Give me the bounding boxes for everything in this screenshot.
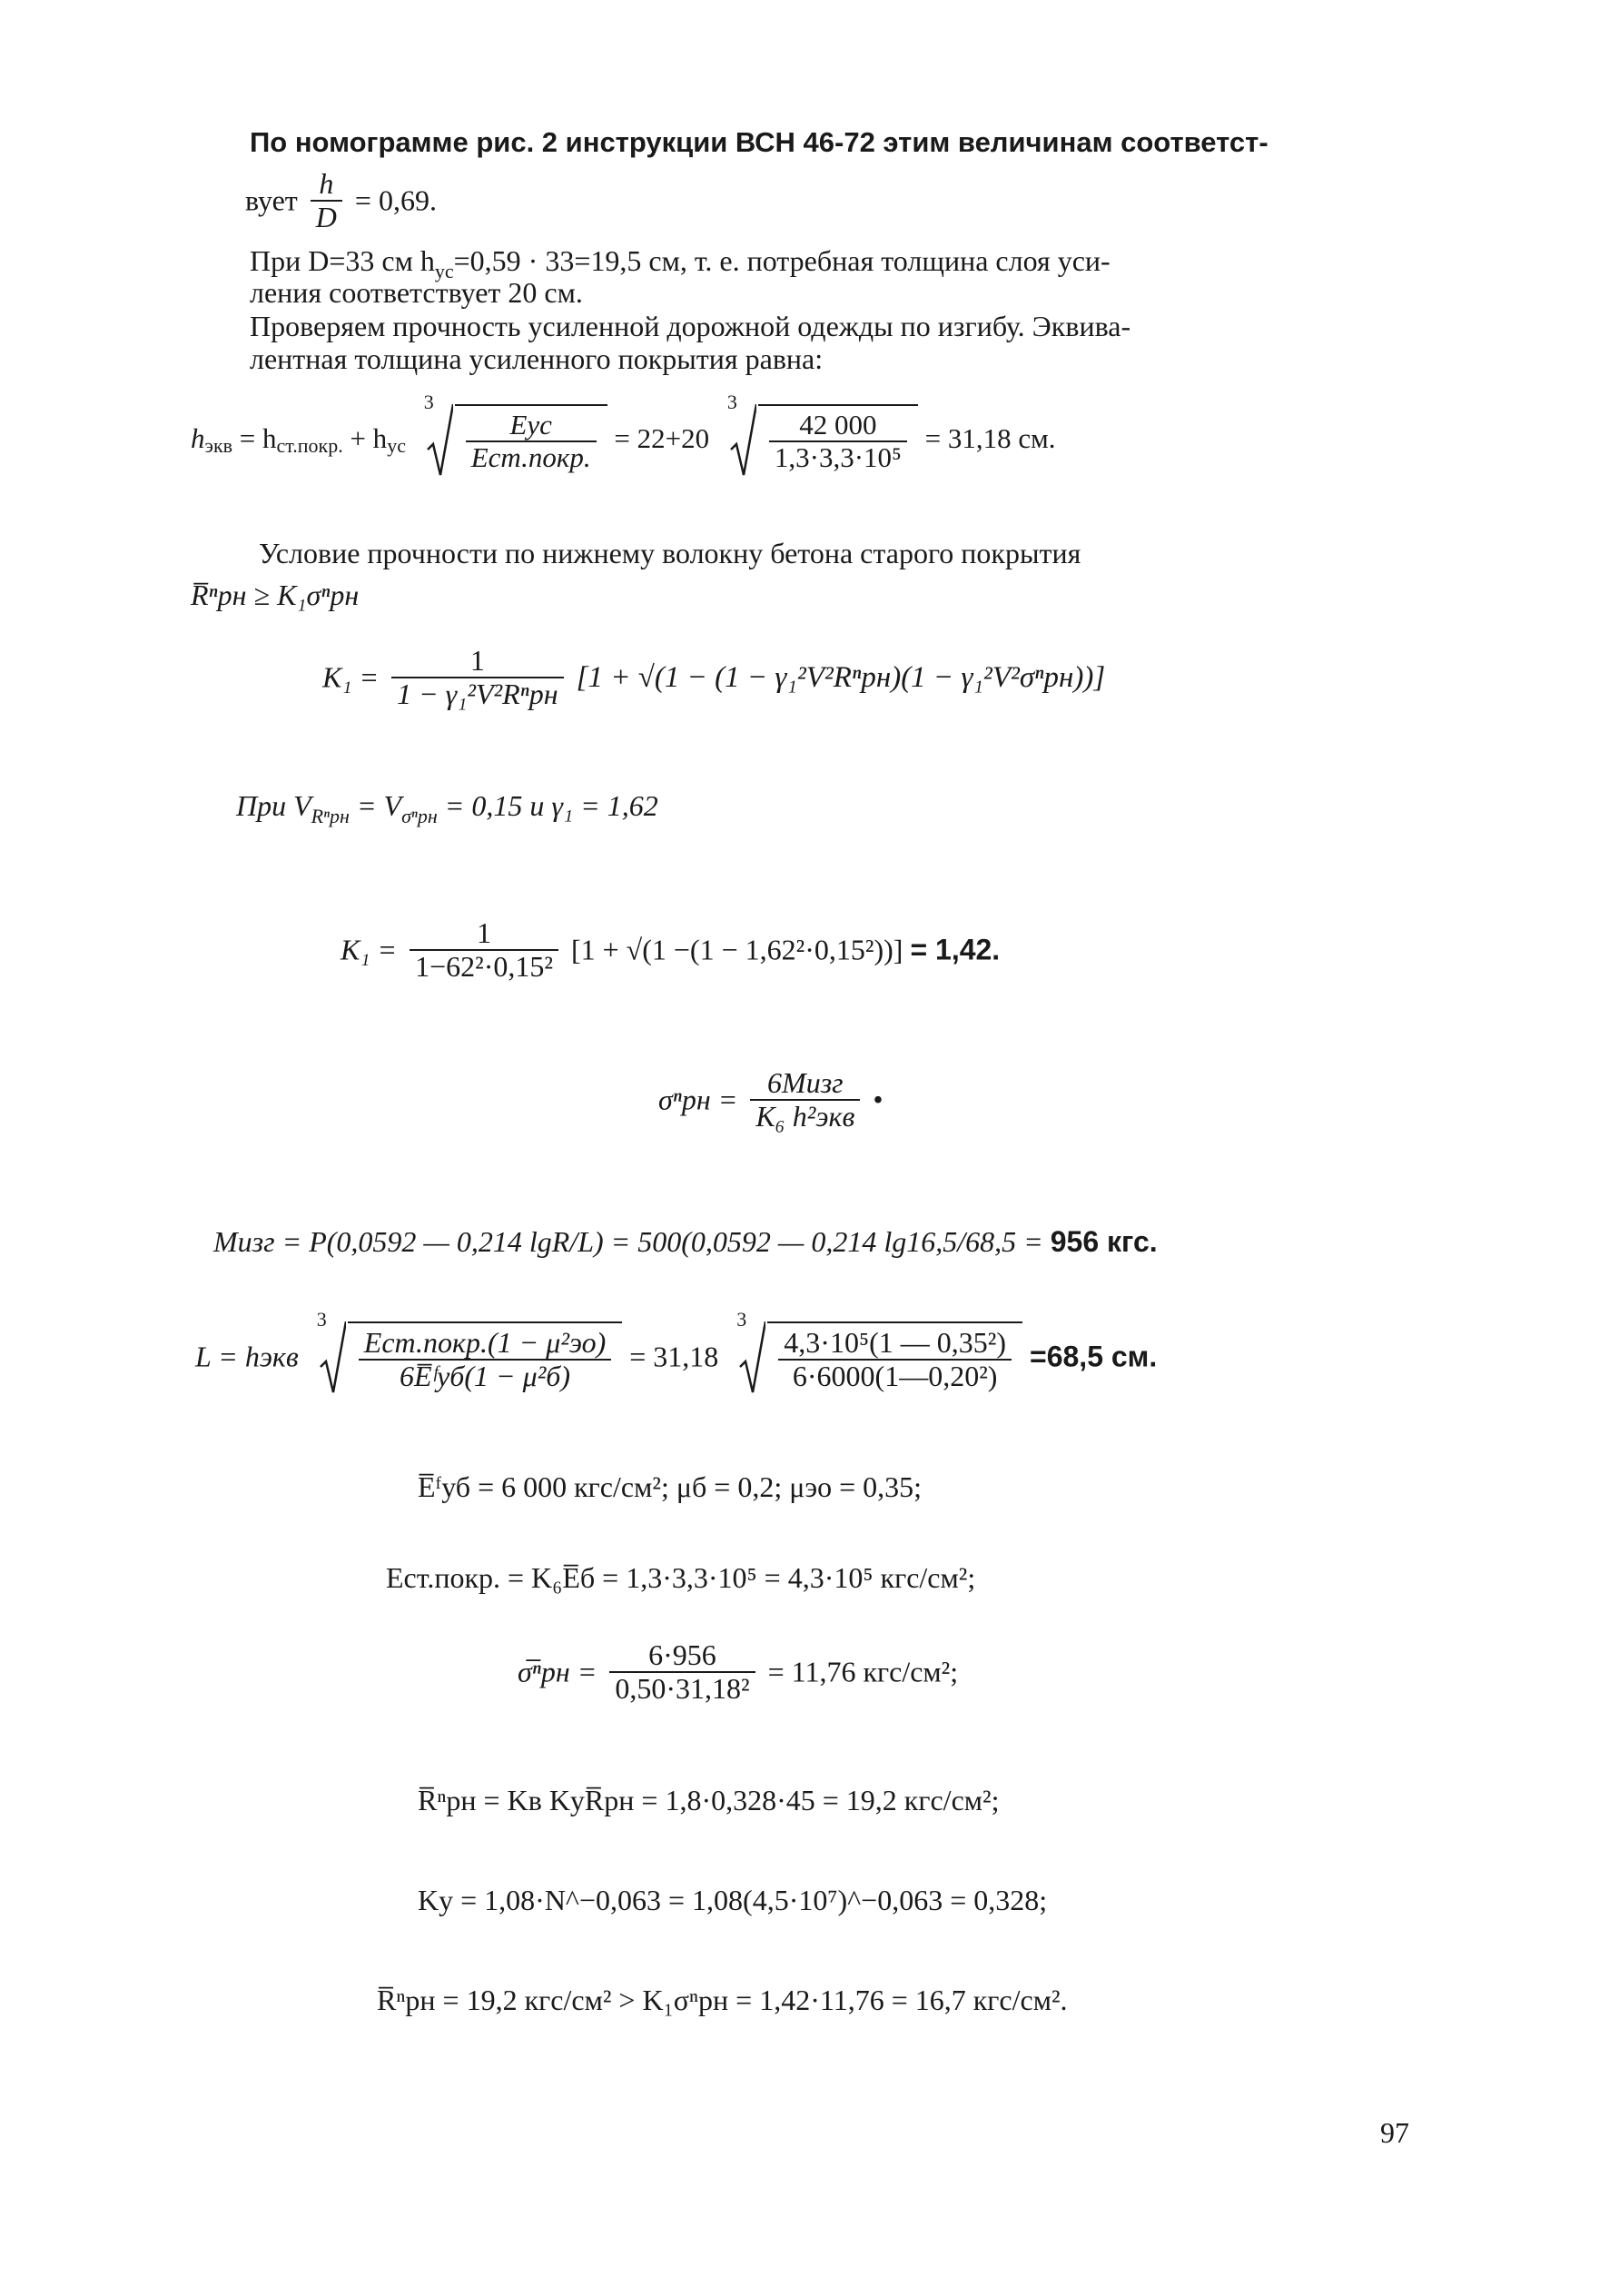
frac-k1 <box>391 645 564 710</box>
formula-sigma: σⁿрн = $\frac{\text{6Mизг}}{\text{K₆ h²экв}}$ • <box>658 1066 884 1133</box>
frac-sigma-num: 6Mизг <box>767 1066 844 1099</box>
frac-k1-calc-den: 1−62²·0,15² <box>410 949 558 983</box>
frac-sigma <box>750 1067 860 1133</box>
formula-m <box>213 1226 1158 1258</box>
ky-line: Kу = 1,08·N^−0,063 = 1,08(4,5·10⁷)^−0,063 = 0,328; <box>418 1884 1048 1916</box>
frac-42000-den: 1,3·3,3·10⁵ <box>769 440 907 473</box>
p2-sub: ус <box>434 260 454 282</box>
para-d33-line2 <box>250 277 583 309</box>
frac-l2-num: 4,3·10⁵(1 — 0,35²) <box>784 1326 1007 1359</box>
p5-rest: = 0,15 и γ₁ = 1,62 <box>444 789 658 822</box>
p4-text: Условие прочности по нижнему волокну бетона старого покрытия <box>259 537 1081 569</box>
frac-k1-calc-num: 1 <box>477 916 491 949</box>
root-index: 3 <box>423 391 434 413</box>
word-vuet: вует <box>245 183 298 217</box>
l-result: =68,5 см. <box>1030 1340 1158 1373</box>
root-cube-2 <box>724 391 918 474</box>
m-line: Mизг = P(0,0592 — 0,214 lgR/L) = 500(0,0592 — 0,214 lg16,5/68,5 = <box>213 1225 1043 1258</box>
frac-k1-den: 1 − γ₁²V²Rⁿрн <box>391 677 564 710</box>
p2-start: При D=33 см h <box>250 244 435 277</box>
sig2-result: = 11,76 кгс/см²; <box>767 1655 959 1688</box>
frac-l1-den: 6E̅ᶠуб(1 − μ²б) <box>359 1359 611 1392</box>
formula-condition <box>191 579 359 611</box>
condition-text: R̅ⁿрн ≥ K₁σⁿрн <box>191 579 360 611</box>
root-index-4: 3 <box>736 1308 747 1331</box>
root-index-3: 3 <box>316 1308 327 1331</box>
h-ekv-sub1: ст.покр. <box>276 434 343 458</box>
est-line: Eст.покр. = K₆E̅б = 1,3·3,3·10⁵ = 4,3·10⁵ кгс/см²; <box>386 1561 976 1594</box>
root-cube-4 <box>733 1308 1022 1393</box>
root-index-2: 3 <box>726 391 737 413</box>
h-ekv-plus: + h <box>350 422 388 455</box>
frac-l2 <box>778 1327 1012 1392</box>
k1-bracket: [1 + √(1 − (1 − γ₁²V²Rⁿрн)(1 − γ₁²V²σⁿрн))] <box>576 661 1106 695</box>
para-check <box>250 311 1130 342</box>
para-given: При $V_{R^nрн} = V_{\sigma^nрн} = 0,15$ и γ₁ = 1,62 <box>236 789 658 827</box>
h-ekv-terms: = h <box>239 422 277 455</box>
formula-h-ekv <box>191 391 1056 474</box>
value-069: = 0,69. <box>354 183 437 217</box>
e-line: E̅ᶠуб = 6 000 кгс/см²; μб = 0,2; μэо = 0,35; <box>418 1470 923 1503</box>
l-mid: = 31,18 <box>629 1340 719 1373</box>
frac-sigma-den: K₆ h²экв <box>750 1099 860 1133</box>
h-ekv-lhs: h <box>191 422 205 455</box>
r-line: R̅ⁿрн = Kв KуR̅рн = 1,8·0,328·45 = 19,2 кгс/см²; <box>418 1784 1000 1816</box>
p3-line2: лентная толщина усиленного покрытия равна: <box>250 342 824 375</box>
p2-rest: =0,59 · 33=19,5 см, т. е. потребная толщина слоя уси- <box>453 244 1111 277</box>
frac-l1-num: Eст.покр.(1 − μ²эо) <box>363 1326 607 1359</box>
frac-k1-num: 1 <box>469 644 485 677</box>
radical-sign-icon <box>319 1321 346 1394</box>
p3-line1: Проверяем прочность усиленной дорожной одежды по изгибу. Эквива- <box>250 310 1131 342</box>
p2-line2: ления соответствует 20 см. <box>250 276 583 309</box>
final-line: R̅ⁿрн = 19,2 кгс/см² > K₁σⁿрн = 1,42·11,76 = 16,7 кгс/см². <box>377 1984 1068 2016</box>
h-ekv-sub2: ус <box>387 434 406 458</box>
sig2-lhs: σ̅ⁿрн = <box>518 1655 597 1688</box>
radical-sign-icon <box>729 404 756 477</box>
formula-k1-calc <box>341 917 1000 983</box>
frac-sig2 <box>609 1639 755 1705</box>
frac-42000 <box>769 410 907 473</box>
k1-calc-bracket: [1 + √(1 −(1 − 1,62²·0,15²))] <box>570 933 903 966</box>
radical-sign-icon <box>738 1321 765 1394</box>
frac-eus-num: Eус <box>509 409 552 440</box>
l-lhs: L = hэкв <box>195 1340 299 1373</box>
sigma-lhs: σⁿрн = <box>658 1083 738 1116</box>
page-number: 97 <box>1380 2116 1409 2149</box>
frac-eus <box>466 410 597 473</box>
formula-final <box>377 1984 1068 2016</box>
radical-sign-icon <box>426 404 453 477</box>
root-cube-3 <box>313 1308 622 1393</box>
h-ekv-mid: = 22+20 <box>614 422 710 455</box>
frac-l2-den: 6·6000(1—0,20²) <box>778 1359 1012 1392</box>
para-condition <box>259 538 1081 569</box>
formula-est <box>386 1562 975 1594</box>
para-nomogram-cont <box>245 168 437 233</box>
formula-e <box>418 1471 922 1503</box>
p5-start: При V <box>236 789 311 822</box>
frac-sig2-den: 0,50·31,18² <box>609 1671 755 1705</box>
para-check-line2 <box>250 343 823 375</box>
m-result: 956 кгс. <box>1050 1225 1158 1258</box>
formula-l <box>195 1308 1158 1393</box>
para-nomogram <box>250 127 1269 158</box>
formula-k1 <box>322 645 1105 710</box>
k1-lhs: K₁ = <box>322 660 380 694</box>
frac-sig2-num: 6·956 <box>648 1638 716 1671</box>
formula-ky <box>418 1885 1047 1916</box>
frac-42000-num: 42 000 <box>799 409 877 440</box>
formula-sigma-calc <box>518 1639 958 1705</box>
frac-eus-den: Eст.покр. <box>466 440 597 473</box>
root-cube-1 <box>420 391 607 474</box>
frac-l1 <box>359 1327 611 1392</box>
frac-num: h <box>319 167 334 200</box>
h-ekv-result: = 31,18 см. <box>924 422 1056 455</box>
frac-den: D <box>311 200 342 233</box>
h-ekv-lhs-sub: экв <box>204 434 233 458</box>
k1-calc-lhs: K₁ = <box>341 933 398 966</box>
fraction-h-over-d <box>311 168 342 233</box>
para-nomogram-text: По номограмме рис. 2 инструкции ВСН 46-72 этим величинам соответст- <box>250 126 1269 158</box>
frac-k1-calc <box>410 917 558 983</box>
formula-r <box>418 1785 1000 1816</box>
k1-calc-result: = 1,42. <box>910 933 1001 966</box>
